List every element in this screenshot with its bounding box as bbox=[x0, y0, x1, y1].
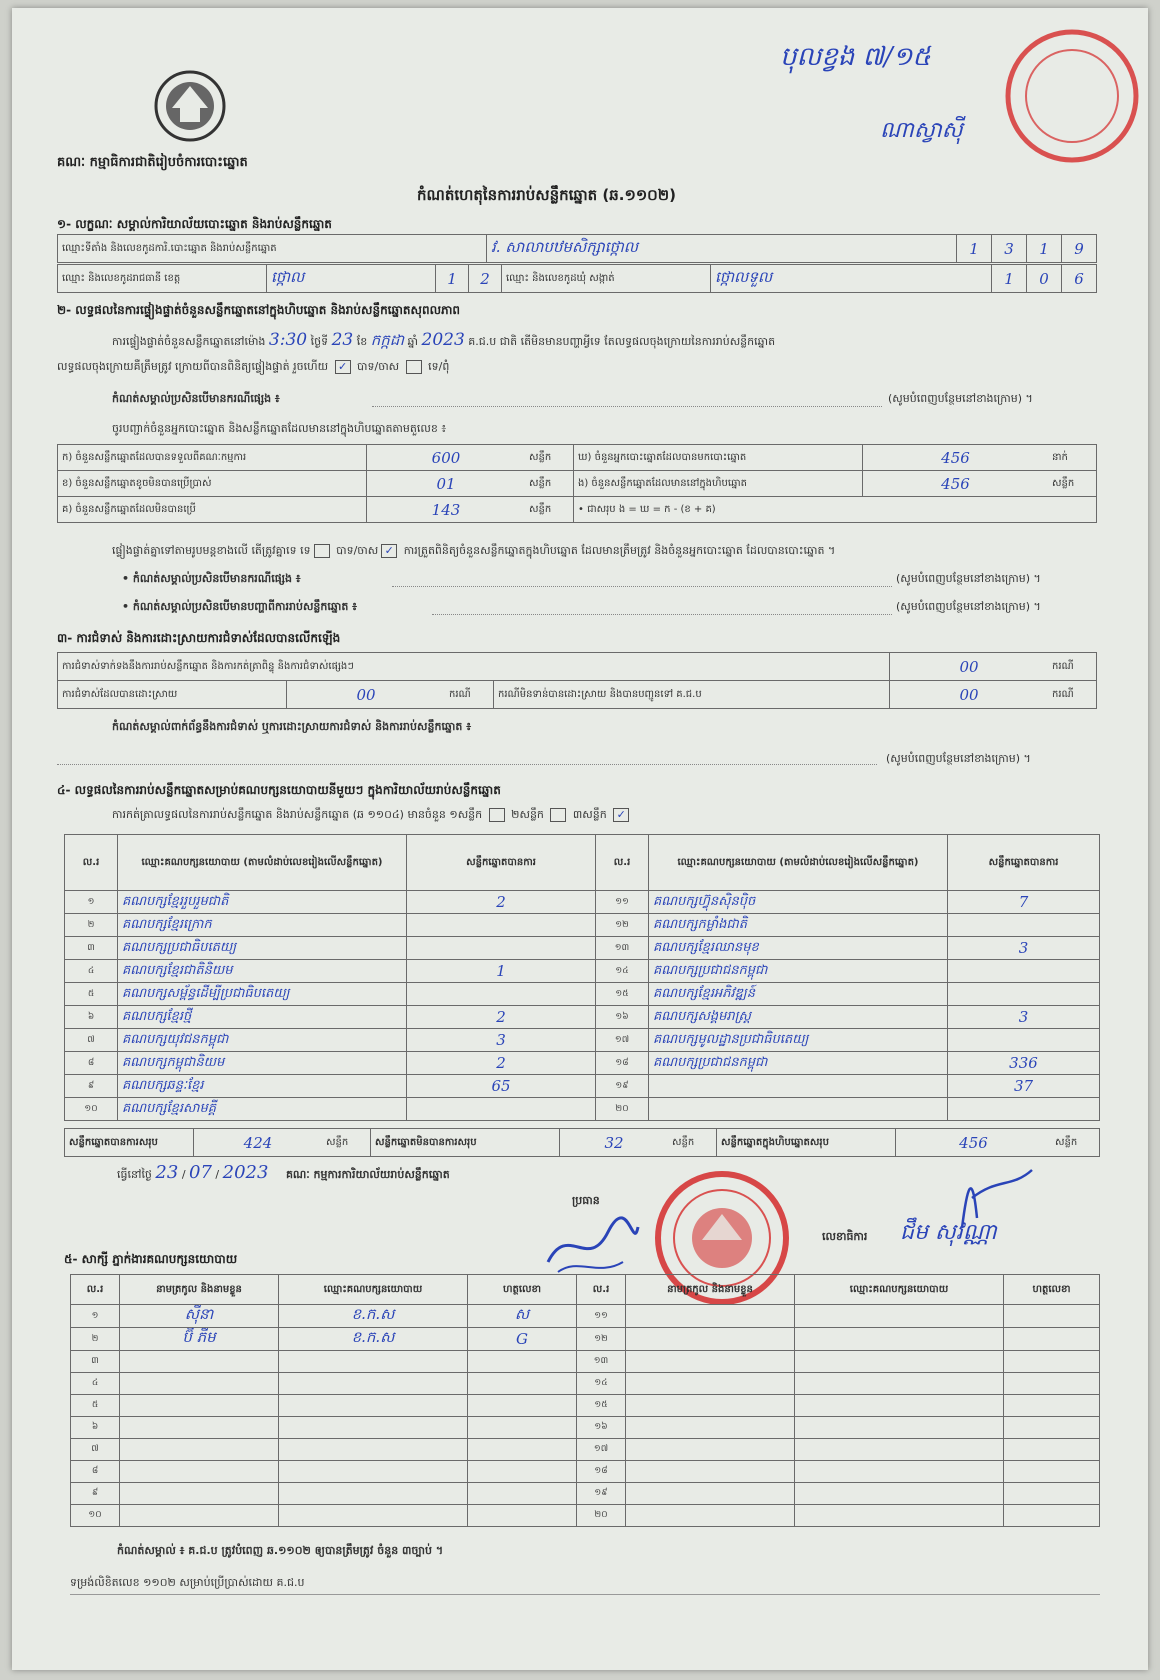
table-row bbox=[71, 1505, 1100, 1527]
objection-note: កំណត់សម្គាល់ពាក់ព័ន្ធនឹងការជំទាស់ ឬការដោះស្រាយការជំទាស់ និងការរាប់សន្លឹកឆ្នោត ៖ bbox=[112, 720, 472, 733]
witness-party bbox=[279, 1351, 468, 1373]
party-name: គណបក្សហ៊្វុនស៊ិនប៉ិច bbox=[649, 891, 948, 914]
witness-party bbox=[279, 1439, 468, 1461]
party-votes: 3 bbox=[407, 1029, 596, 1052]
party-name: គណបក្សខ្មែរសាមគ្គី bbox=[118, 1098, 407, 1121]
witness-name bbox=[120, 1505, 279, 1527]
witness-no: ១៤ bbox=[577, 1373, 626, 1395]
sheets-2-checkbox[interactable] bbox=[550, 808, 566, 822]
witness-sign bbox=[1004, 1461, 1100, 1483]
objection-table bbox=[57, 652, 1097, 709]
bullet-hint-1: (សូមបំពេញបន្ថែមនៅខាងក្រោម) ។ bbox=[896, 572, 1041, 585]
witness-party bbox=[795, 1373, 1004, 1395]
party-name: គណបក្សឆន្ទៈខ្មែរ bbox=[118, 1075, 407, 1098]
party-votes: 2 bbox=[407, 1052, 596, 1075]
province-label: ឈ្មោះ និងលេខកូដរាជធានី ខេត្ត bbox=[58, 265, 267, 293]
party-no: ១២ bbox=[596, 914, 649, 937]
witness-party bbox=[279, 1483, 468, 1505]
party-name: គណបក្សខ្មែររួបរួមជាតិ bbox=[118, 891, 407, 914]
witness-name bbox=[120, 1483, 279, 1505]
secretary-signature bbox=[942, 1158, 1052, 1238]
party-votes bbox=[948, 960, 1100, 983]
witness-sign bbox=[1004, 1395, 1100, 1417]
section1-table-row2 bbox=[57, 264, 1097, 293]
section2-confirm: លទ្ធផលចុងក្រោយគឺត្រឹមត្រូវ ក្រោយពីបានពិនិត្យផ្ទៀងផ្ទាត់ រួចហើយ ✓ បាទ/ចាស ទេ/ពុំ bbox=[57, 360, 450, 373]
party-no: ១៤ bbox=[596, 960, 649, 983]
col-no: ល.រ bbox=[577, 1275, 626, 1305]
witness-name bbox=[626, 1351, 795, 1373]
witness-party bbox=[279, 1395, 468, 1417]
witness-name bbox=[120, 1417, 279, 1439]
witness-sign bbox=[1004, 1505, 1100, 1527]
witness-sign bbox=[468, 1483, 577, 1505]
total-invalid-unit: សន្លឹក bbox=[668, 1129, 717, 1157]
witness-no: ៦ bbox=[71, 1417, 120, 1439]
formula-check: ផ្ទៀងផ្ទាត់គ្នាទៅតាមរូបមន្តខាងលើ តើត្រូវគ្នាទេ ទេ បាទ/ចាស ✓ ការត្រួតពិនិត្យចំនួនសន្លឹកឆ្នោតក្នុងហិបឆ្នោត ដែលមានត្រឹមត្រូវ និងចំនួនអ្នកបោះឆ្នោត ដែលបានបោះឆ្នោត ។ bbox=[112, 544, 836, 557]
count-month: កក្កដា bbox=[370, 331, 405, 349]
section5-note: កំណត់សម្គាល់ ៖ គ.ជ.ប ត្រូវបំពេញ ឆ.១១០២ ឲ្យបានត្រឹមត្រូវ ចំនួន ៣ច្បាប់ ។ bbox=[117, 1544, 444, 1557]
count-unit: សន្លឹក bbox=[525, 497, 574, 523]
table-row bbox=[65, 914, 1100, 937]
objection-label: ការជំទាស់ទាក់ទងនឹងការរាប់សន្លឹកឆ្នោត និងការកត់ត្រាពិន្ទុ និងការជំទាស់ផ្សេងៗ bbox=[58, 653, 890, 681]
witness-no: ៥ bbox=[71, 1395, 120, 1417]
table-row bbox=[65, 1052, 1100, 1075]
section5-title: ៥- សាក្សី ភ្នាក់ងារគណបក្សនយោបាយ bbox=[64, 1252, 238, 1266]
count-unit-2: នាក់ bbox=[1048, 445, 1097, 471]
section1-title: ១- លក្ខណៈ សម្គាល់ការិយាល័យបោះឆ្នោត និងរាប់សន្លឹកឆ្នោត bbox=[57, 217, 332, 231]
unresolved-unit: ករណី bbox=[1048, 681, 1097, 709]
witness-name bbox=[626, 1461, 795, 1483]
section1-table bbox=[57, 234, 1097, 263]
party-name: គណបក្សខ្មែរជាតិនិយម bbox=[118, 960, 407, 983]
witness-party bbox=[795, 1417, 1004, 1439]
remarks-hint: (សូមបំពេញបន្ថែមនៅខាងក្រោម) ។ bbox=[888, 392, 1033, 405]
party-votes bbox=[948, 914, 1100, 937]
witness-no: ១៧ bbox=[577, 1439, 626, 1461]
table-row bbox=[71, 1351, 1100, 1373]
formula-no-checkbox[interactable] bbox=[314, 544, 330, 558]
witness-sign bbox=[1004, 1483, 1100, 1505]
count-year: 2023 bbox=[421, 330, 465, 350]
total-valid-label: សន្លឹកឆ្នោតបានការសរុប bbox=[65, 1129, 194, 1157]
col-no: ល.រ bbox=[65, 835, 118, 891]
witness-sign bbox=[468, 1505, 577, 1527]
table-row bbox=[65, 937, 1100, 960]
party-no: ១៨ bbox=[596, 1052, 649, 1075]
form-sheet bbox=[12, 8, 1148, 1670]
secretary-label: លេខាធិការ bbox=[822, 1230, 868, 1243]
party-votes: 3 bbox=[948, 937, 1100, 960]
witness-party bbox=[279, 1417, 468, 1439]
party-votes bbox=[407, 937, 596, 960]
witness-table bbox=[70, 1274, 1100, 1527]
witness-name: ប៊ី ភីម bbox=[120, 1328, 279, 1351]
party-votes bbox=[407, 1098, 596, 1121]
unresolved-value: 00 bbox=[890, 681, 1049, 709]
party-no: ២ bbox=[65, 914, 118, 937]
count-value: 143 bbox=[367, 497, 526, 523]
resolved-unit: ករណី bbox=[445, 681, 494, 709]
commune-code: 1 bbox=[992, 265, 1027, 293]
witness-name bbox=[626, 1505, 795, 1527]
col-party: ឈ្មោះគណបក្សនយោបាយ (តាមលំដាប់លេខរៀងលើសន្លឹកឆ្នោត) bbox=[118, 835, 407, 891]
col-party: ឈ្មោះគណបក្សនយោបាយ bbox=[279, 1275, 468, 1305]
table-row bbox=[71, 1439, 1100, 1461]
witness-name bbox=[626, 1305, 795, 1328]
party-no: ១ bbox=[65, 891, 118, 914]
section3-title: ៣- ការជំទាស់ និងការដោះស្រាយការជំទាស់ដែលបានលើកឡើង bbox=[57, 631, 341, 645]
party-votes: 1 bbox=[407, 960, 596, 983]
total-all-value: 456 bbox=[896, 1129, 1052, 1157]
code-digit: 9 bbox=[1062, 235, 1097, 263]
witness-name bbox=[120, 1395, 279, 1417]
count-day: 23 bbox=[331, 330, 354, 350]
province-value: ថ្កោល bbox=[267, 265, 436, 293]
count-value-2: 456 bbox=[863, 445, 1049, 471]
witness-party bbox=[795, 1328, 1004, 1351]
party-name: គណបក្សប្រជាធិបតេយ្យ bbox=[118, 937, 407, 960]
party-name bbox=[649, 1075, 948, 1098]
party-no: ១៦ bbox=[596, 1006, 649, 1029]
witness-name: ស៊ីនា bbox=[120, 1305, 279, 1328]
party-votes bbox=[407, 914, 596, 937]
party-no: ១១ bbox=[596, 891, 649, 914]
secretary-name: ជឹម សុវណ្ណា bbox=[900, 1220, 997, 1245]
party-votes bbox=[948, 1098, 1100, 1121]
ballot-count-table bbox=[57, 444, 1097, 523]
commune-code: 6 bbox=[1062, 265, 1097, 293]
party-no: ៤ bbox=[65, 960, 118, 983]
party-name: គណបក្សខ្មែរអភិវឌ្ឍន៍ bbox=[649, 983, 948, 1006]
votes-table bbox=[64, 834, 1100, 1121]
party-votes bbox=[948, 983, 1100, 1006]
confirm-no-checkbox[interactable] bbox=[406, 360, 422, 374]
witness-sign bbox=[468, 1373, 577, 1395]
witness-no: ១៥ bbox=[577, 1395, 626, 1417]
table-row bbox=[65, 960, 1100, 983]
party-votes: 37 bbox=[948, 1075, 1100, 1098]
bullet-remark-2: • កំណត់សម្គាល់ប្រសិនបើមានបញ្ហាពីការរាប់សន្លឹកឆ្នោត ៖ bbox=[122, 600, 358, 613]
witness-name bbox=[626, 1417, 795, 1439]
count-unit-2: សន្លឹក bbox=[1048, 471, 1097, 497]
col-no: ល.រ bbox=[71, 1275, 120, 1305]
resolved-value: 00 bbox=[287, 681, 446, 709]
party-votes bbox=[407, 983, 596, 1006]
witness-no: ៧ bbox=[71, 1439, 120, 1461]
party-votes: 2 bbox=[407, 1006, 596, 1029]
witness-name bbox=[120, 1351, 279, 1373]
witness-sign bbox=[468, 1439, 577, 1461]
commune-label: ឈ្មោះ និងលេខកូដឃុំ សង្កាត់ bbox=[502, 265, 711, 293]
witness-party: ខ.ក.ស bbox=[279, 1328, 468, 1351]
witness-no: ១៦ bbox=[577, 1417, 626, 1439]
party-votes: 7 bbox=[948, 891, 1100, 914]
party-no: ៥ bbox=[65, 983, 118, 1006]
witness-sign bbox=[1004, 1305, 1100, 1328]
party-no: ៧ bbox=[65, 1029, 118, 1052]
form-footer: ទម្រង់លិខិតលេខ ១១០២ សម្រាប់ប្រើប្រាស់ដោយ គ.ជ.ប bbox=[70, 1576, 305, 1589]
table-row bbox=[71, 1395, 1100, 1417]
count-value-2: 456 bbox=[863, 471, 1049, 497]
witness-name bbox=[626, 1373, 795, 1395]
witness-no: ១៩ bbox=[577, 1483, 626, 1505]
party-votes bbox=[948, 1029, 1100, 1052]
emblem-icon bbox=[152, 68, 228, 144]
province-code: 2 bbox=[469, 265, 502, 293]
witness-sign: ស bbox=[468, 1305, 577, 1328]
witness-party bbox=[795, 1351, 1004, 1373]
witness-sign bbox=[1004, 1373, 1100, 1395]
total-all-label: សន្លឹកឆ្នោតក្នុងហិបឆ្នោតសរុប bbox=[717, 1129, 896, 1157]
col-party: ឈ្មោះគណបក្សនយោបាយ (តាមលំដាប់លេខរៀងលើសន្លឹកឆ្នោត) bbox=[649, 835, 948, 891]
province-code: 1 bbox=[436, 265, 469, 293]
witness-sign bbox=[1004, 1351, 1100, 1373]
table-row bbox=[65, 1098, 1100, 1121]
handwritten-signature-top: ណាស្វាស៊ី bbox=[880, 118, 963, 143]
table-row bbox=[71, 1328, 1100, 1351]
witness-no: ៣ bbox=[71, 1351, 120, 1373]
party-name: គណបក្សប្រជាជនកម្ពុជា bbox=[649, 1052, 948, 1075]
table-row bbox=[71, 1305, 1100, 1328]
party-name: គណបក្សសង្គមរាស្ត្រ bbox=[649, 1006, 948, 1029]
witness-party bbox=[795, 1483, 1004, 1505]
party-name: គណបក្សប្រជាជនកម្ពុជា bbox=[649, 960, 948, 983]
witness-party: ខ.ក.ស bbox=[279, 1305, 468, 1328]
handwritten-reference: បុលខ្វង ៧/១៥ bbox=[780, 42, 931, 72]
table-row bbox=[65, 983, 1100, 1006]
party-votes: 2 bbox=[407, 891, 596, 914]
party-no: ៨ bbox=[65, 1052, 118, 1075]
section2-intro: ការផ្ទៀងផ្ទាត់ចំនួនសន្លឹកឆ្នោតនៅម៉ោង 3:30 ថ្ងៃទី 23 ខែ កក្កដា ឆ្នាំ 2023 គ.ជ.ប ជាតិ តើមិនមានបញ្ហាអ្វីទេ តែលទ្ធផលចុងក្រោយនៃការរាប់សន្លឹកឆ្នោត bbox=[112, 330, 776, 350]
col-sign: ហត្ថលេខា bbox=[468, 1275, 577, 1305]
total-invalid-value: 32 bbox=[560, 1129, 669, 1157]
code-digit: 3 bbox=[992, 235, 1027, 263]
table-row bbox=[65, 1075, 1100, 1098]
witness-no: ១៣ bbox=[577, 1351, 626, 1373]
col-votes: សន្លឹកឆ្នោតបានការ bbox=[948, 835, 1100, 891]
witness-name bbox=[626, 1395, 795, 1417]
witness-no: ៩ bbox=[71, 1483, 120, 1505]
total-valid-value: 424 bbox=[194, 1129, 323, 1157]
resolved-label: ការជំទាស់ដែលបានដោះស្រាយ bbox=[58, 681, 287, 709]
org-name: គណៈ កម្មាធិការជាតិរៀបចំការបោះឆ្នោត bbox=[57, 155, 248, 170]
col-name: នាមត្រកូល និងនាមខ្លួន bbox=[626, 1275, 795, 1305]
party-name: គណបក្សកម្លាំងជាតិ bbox=[649, 914, 948, 937]
party-no: ២០ bbox=[596, 1098, 649, 1121]
commune-value: ថ្កោលទួល bbox=[711, 265, 992, 293]
count-unit: សន្លឹក bbox=[525, 445, 574, 471]
witness-no: ១ bbox=[71, 1305, 120, 1328]
location-label: ឈ្មោះទីតាំង និងលេខកូដការិ.បោះឆ្នោត និងរាប់សន្លឹកឆ្នោត bbox=[58, 235, 487, 263]
count-time: 3:30 bbox=[268, 330, 308, 350]
official-stamp-top bbox=[1002, 26, 1142, 166]
bullet-hint-2: (សូមបំពេញបន្ថែមនៅខាងក្រោម) ។ bbox=[896, 600, 1041, 613]
formula-yes-checkbox[interactable]: ✓ bbox=[381, 544, 397, 558]
witness-sign bbox=[468, 1417, 577, 1439]
count-value: 01 bbox=[367, 471, 526, 497]
party-no: ១៣ bbox=[596, 937, 649, 960]
count-intro: ចូរបញ្ជាក់ចំនួនអ្នកបោះឆ្នោត និងសន្លឹកឆ្នោតដែលមាននៅក្នុងហិបឆ្នោតតាមតួលេខ ៖ bbox=[112, 422, 447, 435]
code-digit: 1 bbox=[1027, 235, 1062, 263]
count-label-2: ឃ) ចំនួនអ្នកបោះឆ្នោតដែលបានមកបោះឆ្នោត bbox=[574, 445, 863, 471]
party-name bbox=[649, 1098, 948, 1121]
table-row bbox=[65, 1006, 1100, 1029]
party-no: ១៥ bbox=[596, 983, 649, 1006]
witness-name bbox=[626, 1328, 795, 1351]
witness-name bbox=[120, 1439, 279, 1461]
location-value: វ. សាលាបឋមសិក្សាថ្កោល bbox=[487, 235, 957, 263]
table-row bbox=[65, 1029, 1100, 1052]
table-row bbox=[71, 1417, 1100, 1439]
witness-no: ១៨ bbox=[577, 1461, 626, 1483]
witness-no: ៨ bbox=[71, 1461, 120, 1483]
count-label: ក) ចំនួនសន្លឹកឆ្នោតដែលបានទទួលពីគណៈកម្មការ bbox=[58, 445, 367, 471]
witness-sign bbox=[468, 1395, 577, 1417]
witness-party bbox=[795, 1461, 1004, 1483]
witness-no: ៤ bbox=[71, 1373, 120, 1395]
count-value: 600 bbox=[367, 445, 526, 471]
party-votes: 3 bbox=[948, 1006, 1100, 1029]
section4-title: ៤- លទ្ធផលនៃការរាប់សន្លឹកឆ្នោតសម្រាប់គណបក្សនយោបាយនីមួយៗ ក្នុងការិយាល័យរាប់សន្លឹកឆ្នោត bbox=[57, 783, 501, 797]
witness-no: ១១ bbox=[577, 1305, 626, 1328]
count-unit: សន្លឹក bbox=[525, 471, 574, 497]
code-digit: 1 bbox=[957, 235, 992, 263]
objection-unit: ករណី bbox=[1048, 653, 1097, 681]
party-no: ៦ bbox=[65, 1006, 118, 1029]
witness-sign: G bbox=[468, 1328, 577, 1351]
witness-sign bbox=[1004, 1417, 1100, 1439]
party-no: ៩ bbox=[65, 1075, 118, 1098]
witness-party bbox=[795, 1439, 1004, 1461]
commune-code: 0 bbox=[1027, 265, 1062, 293]
party-name: គណបក្សកម្ពុជានិយម bbox=[118, 1052, 407, 1075]
witness-party bbox=[279, 1461, 468, 1483]
count-label-2: ង) ចំនួនសន្លឹកឆ្នោតដែលមាននៅក្នុងហិបឆ្នោត bbox=[574, 471, 863, 497]
count-label: ខ) ចំនួនសន្លឹកឆ្នោតខូចមិនបានប្រើប្រាស់ bbox=[58, 471, 367, 497]
witness-party bbox=[795, 1305, 1004, 1328]
party-name: គណបក្សសម្ព័ន្ធដើម្បីប្រជាធិបតេយ្យ bbox=[118, 983, 407, 1006]
col-no: ល.រ bbox=[596, 835, 649, 891]
party-name: គណបក្សមូលដ្ឋានប្រជាធិបតេយ្យ bbox=[649, 1029, 948, 1052]
party-name: គណបក្សខ្មែរថ្មី bbox=[118, 1006, 407, 1029]
party-no: ១៧ bbox=[596, 1029, 649, 1052]
witness-sign bbox=[468, 1351, 577, 1373]
witness-name bbox=[120, 1461, 279, 1483]
chair-signature bbox=[538, 1212, 648, 1282]
sheets-3-checkbox[interactable]: ✓ bbox=[613, 808, 629, 822]
party-name: គណបក្សយុវជនកម្ពុជា bbox=[118, 1029, 407, 1052]
witness-name bbox=[626, 1439, 795, 1461]
witness-sign bbox=[1004, 1328, 1100, 1351]
witness-no: ២០ bbox=[577, 1505, 626, 1527]
section2-title: ២- លទ្ធផលនៃការផ្ទៀងផ្ទាត់ចំនួនសន្លឹកឆ្នោតនៅក្នុងហិបឆ្នោត និងរាប់សន្លឹកឆ្នោតសុពលភាព bbox=[57, 303, 461, 317]
table-row bbox=[71, 1461, 1100, 1483]
section4-sub: ការកត់ត្រាលទ្ធផលនៃការរាប់សន្លឹកឆ្នោត និងរាប់សន្លឹកឆ្នោត (ឆ ១១០៤) មានចំនួន ១សន្លឹក ២សន្លឹក ៣សន្លឹក ✓ bbox=[112, 808, 632, 824]
sheets-1-checkbox[interactable] bbox=[489, 808, 505, 822]
total-invalid-label: សន្លឹកឆ្នោតមិនបានការសរុប bbox=[371, 1129, 560, 1157]
confirm-yes-checkbox[interactable]: ✓ bbox=[335, 360, 351, 374]
form-title: កំណត់ហេតុនៃការរាប់សន្លឹកឆ្នោត (ឆ.១១០២) bbox=[417, 186, 677, 204]
remarks-label: កំណត់សម្គាល់ប្រសិនបើមានករណីផ្សេង ៖ bbox=[112, 392, 280, 405]
table-row bbox=[71, 1483, 1100, 1505]
col-sign: ហត្ថលេខា bbox=[1004, 1275, 1100, 1305]
witness-name bbox=[120, 1373, 279, 1395]
party-votes: 336 bbox=[948, 1052, 1100, 1075]
count-label: គ) ចំនួនសន្លឹកឆ្នោតដែលមិនបានប្រើ bbox=[58, 497, 367, 523]
witness-sign bbox=[468, 1461, 577, 1483]
party-no: ១៩ bbox=[596, 1075, 649, 1098]
objection-value: 00 bbox=[890, 653, 1049, 681]
bullet-remark-1: • កំណត់សម្គាល់ប្រសិនបើមានករណីផ្សេង ៖ bbox=[122, 572, 301, 585]
witness-no: ១២ bbox=[577, 1328, 626, 1351]
witness-party bbox=[795, 1505, 1004, 1527]
formula-label: • ជាសរុប ង = ឃ = ក - (ខ + គ) bbox=[574, 497, 1097, 523]
col-name: នាមត្រកូល និងនាមខ្លួន bbox=[120, 1275, 279, 1305]
party-name: គណបក្សខ្មែរឈានមុខ bbox=[649, 937, 948, 960]
table-row bbox=[71, 1373, 1100, 1395]
party-name: គណបក្សខ្មែរក្រោក bbox=[118, 914, 407, 937]
table-row bbox=[65, 891, 1100, 914]
party-votes: 65 bbox=[407, 1075, 596, 1098]
party-no: ១០ bbox=[65, 1098, 118, 1121]
witness-party bbox=[795, 1395, 1004, 1417]
witness-party bbox=[279, 1373, 468, 1395]
signing-date: ធ្វើនៅថ្ងៃ 23 / 07 / 2023 គណៈ កម្មការការិយាល័យរាប់សន្លឹកឆ្នោត bbox=[117, 1162, 450, 1183]
witness-no: ២ bbox=[71, 1328, 120, 1351]
witness-no: ១០ bbox=[71, 1505, 120, 1527]
votes-totals bbox=[64, 1128, 1100, 1157]
col-votes: សន្លឹកឆ្នោតបានការ bbox=[407, 835, 596, 891]
objection-hint: (សូមបំពេញបន្ថែមនៅខាងក្រោម) ។ bbox=[886, 752, 1031, 765]
total-all-unit: សន្លឹក bbox=[1051, 1129, 1100, 1157]
unresolved-label: ករណីមិនទាន់បានដោះស្រាយ និងបានបញ្ជូនទៅ គ.ជ.ប bbox=[494, 681, 890, 709]
party-no: ៣ bbox=[65, 937, 118, 960]
witness-name bbox=[626, 1483, 795, 1505]
witness-sign bbox=[1004, 1439, 1100, 1461]
col-party: ឈ្មោះគណបក្សនយោបាយ bbox=[795, 1275, 1004, 1305]
total-valid-unit: សន្លឹក bbox=[322, 1129, 371, 1157]
chair-label: ប្រធាន bbox=[572, 1194, 600, 1207]
witness-party bbox=[279, 1505, 468, 1527]
